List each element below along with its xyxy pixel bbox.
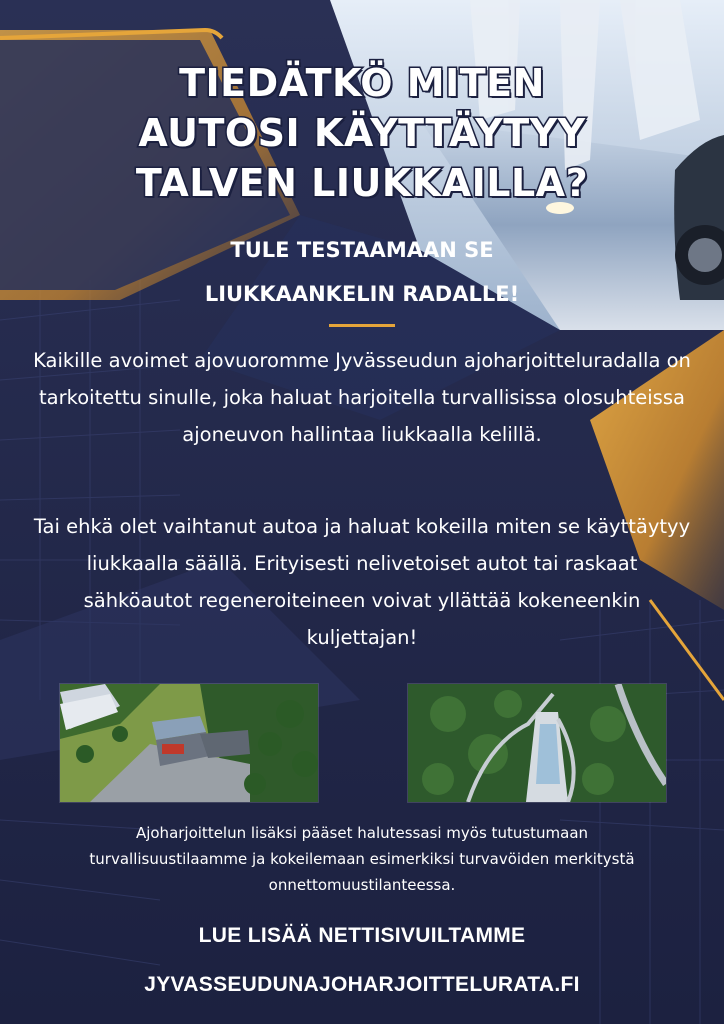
headline-line-2: AUTOSI KÄYTTÄYTYY (138, 111, 586, 155)
headline-line-3: TALVEN LIUKKAILLA? (135, 161, 589, 205)
accent-divider (329, 324, 395, 327)
subheadline (140, 228, 584, 316)
aerial-track-photo (407, 683, 667, 803)
safety-note: Ajoharjoittelun lisäksi pääset halutessasi myös tutustumaan turvallisuustilaamme ja kokeilemaan esimerkiksi turvavöiden merkitystä onnettomuustilanteessa. (89, 824, 635, 894)
intro-paragraph: Kaikille avoimet ajovuoromme Jyvässeudun ajoharjoitteluradalla on tarkoitettu sinulle, joka haluat harjoitella turvallisissa olosuhteissa ajoneuvon hallintaa liukkaalla kelillä. (33, 349, 691, 446)
second-paragraph: Tai ehkä olet vaihtanut autoa ja haluat kokeilla miten se käyttäytyy liukkaalla säällä. Erityisesti nelivetoiset autot tai raskaat sähköautot regeneroiteineen voivat yllättää kokeneenkin kuljettajan! (33, 515, 691, 649)
headline (60, 58, 664, 208)
subheadline-line-1: TULE TESTAAMAAN SE (230, 238, 494, 262)
website-link[interactable]: JYVASSEUDUNAJOHARJOITTELURATA.FI (144, 973, 580, 996)
aerial-building-photo (59, 683, 319, 803)
headline-line-1: TIEDÄTKÖ MITEN (179, 61, 545, 105)
subheadline-line-2: LIUKKAANKELIN RADALLE! (204, 282, 520, 306)
read-more-heading: LUE LISÄÄ NETTISIVUILTAMME (198, 924, 526, 947)
